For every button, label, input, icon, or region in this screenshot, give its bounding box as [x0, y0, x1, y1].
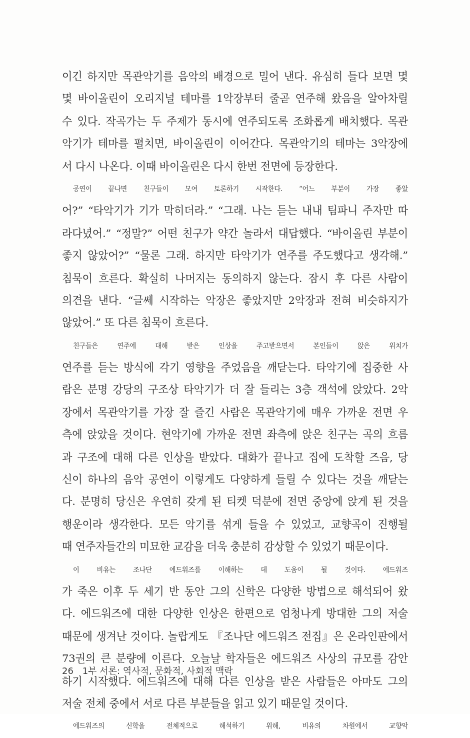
running-title: 1부 서론: 역사적, 문화적, 사회적 맥락: [82, 667, 233, 677]
text-line: 과 구조에 대해 다른 인상을 받았다. 대화가 끝나고 집에 도착할 즈음, 당: [62, 451, 408, 464]
text-line: 공연이 끝나면 친구들이 모여 토론하기 시작한다. “어느 부분이 가장 좋았: [73, 184, 408, 193]
text-line: 의견을 낸다. “글쎄 시작하는 악장은 좋았지만 2악장과 전혀 비슷하지가: [62, 294, 408, 307]
text-line: 서 다시 나온다. 이때 바이올린은 다시 한번 전면에 등장한다.: [62, 160, 338, 173]
text-line: 람은 분명 강당의 구조상 타악기가 더 잘 들리는 3층 객석에 앉았다. 2악: [62, 384, 408, 397]
text-line: 이긴 하지만 목관악기를 음악의 배경으로 밀어 낸다. 유심히 들다 보면 몇: [62, 71, 408, 83]
text-line: 다. 분명히 당신은 우연히 갖게 된 티켓 덕분에 전면 중앙에 앉게 된 것을: [62, 496, 408, 509]
text-line: 가 죽은 이후 두 세기 반 동안 그의 신학은 다양한 방법으로 해석되어 왔: [62, 585, 408, 598]
text-line: 에드워즈의 신학을 전체적으로 해석하기 위해, 비유의 차원에서 교향악: [73, 722, 408, 731]
body-text: [62, 66, 408, 738]
text-line: 저술 전체 중에서 서로 다른 부분들을 읽고 있기 때문일 것이다.: [62, 697, 349, 710]
text-line: 않았어.” 또 다른 침묵이 흐른다.: [62, 317, 209, 330]
text-line: 라다녔어.” “정말?” 어떤 친구가 약간 놀라서 대답했다. “바이올린 부분이: [62, 227, 408, 240]
text-line: 73권의 큰 분량에 이른다. 오늘날 학자들은 에드워즈 사상의 규모를 감안: [62, 653, 408, 666]
text-line: 장에서 목관악기를 가장 잘 즐긴 사람은 목관악기에 매우 가까운 전면 우: [62, 406, 408, 419]
text-line: 때 연주자들간의 미묘한 교감을 더욱 충분히 감상할 수 있었기 때문이다.: [62, 541, 389, 554]
page-number: 26: [62, 667, 74, 677]
text-line: 악기가 테마를 펼치면, 바이올린이 이어간다. 목관악기의 테마는 3악장에: [62, 138, 408, 151]
text-line: 하기 시작했다. 에드워즈에 대해 다른 인상을 받은 사람들은 아마도 그의: [62, 675, 408, 688]
text-line: 측에 앉았을 것이다. 현악기에 가까운 전면 좌측에 앉은 친구는 곡의 흐름: [62, 429, 408, 442]
text-line: 이 비유는 조나단 에드워즈를 이해하는 데 도움이 될 것이다. 에드워즈: [73, 565, 408, 574]
text-line: 신이 하나의 음악 공연이 이렇게도 다양하게 들릴 수 있다는 것을 깨닫는: [62, 474, 408, 487]
text-line: 좋지 않았어?” “물론 그래. 하지만 타악기가 연주를 주도했다고 생각해.”: [62, 250, 408, 263]
text-line: 행운이라 생각한다. 모든 악기를 섞게 들을 수 있었고, 교향곡이 진행될: [62, 518, 408, 531]
text-line: 어?” “타악기가 기가 막히더라.” “그래. 나는 듣는 내내 팀파니 주자만 따: [62, 205, 408, 218]
text-line: 수 있다. 작곡가는 두 주제가 동시에 연주되도록 조화롭게 배치했다. 목관: [62, 115, 408, 128]
text-line: 몇 바이올린이 오리지널 테마를 1악장부터 줄곧 연주해 왔음을 알아차릴: [62, 93, 408, 106]
text-line: 때문에 생겨난 것이다. 놀랍게도 『조나단 에드워즈 전집』은 온라인판에서: [62, 630, 408, 643]
text-line: 친구들은 연주에 대해 받은 인상을 주고받으면서 본인들이 앉은 위치가: [73, 341, 408, 350]
text-line: 다. 에드워즈에 대한 다양한 인상은 한편으로 엄청나게 방대한 그의 저술: [62, 608, 408, 621]
page-footer: [62, 664, 233, 677]
text-line: 연주를 듣는 방식에 각기 영향을 주었음을 깨닫는다. 타악기에 집중한 사: [62, 362, 408, 375]
text-line: 침묵이 흐른다. 확실히 나머지는 동의하지 않는다. 잠시 후 다른 사람이: [62, 272, 408, 285]
